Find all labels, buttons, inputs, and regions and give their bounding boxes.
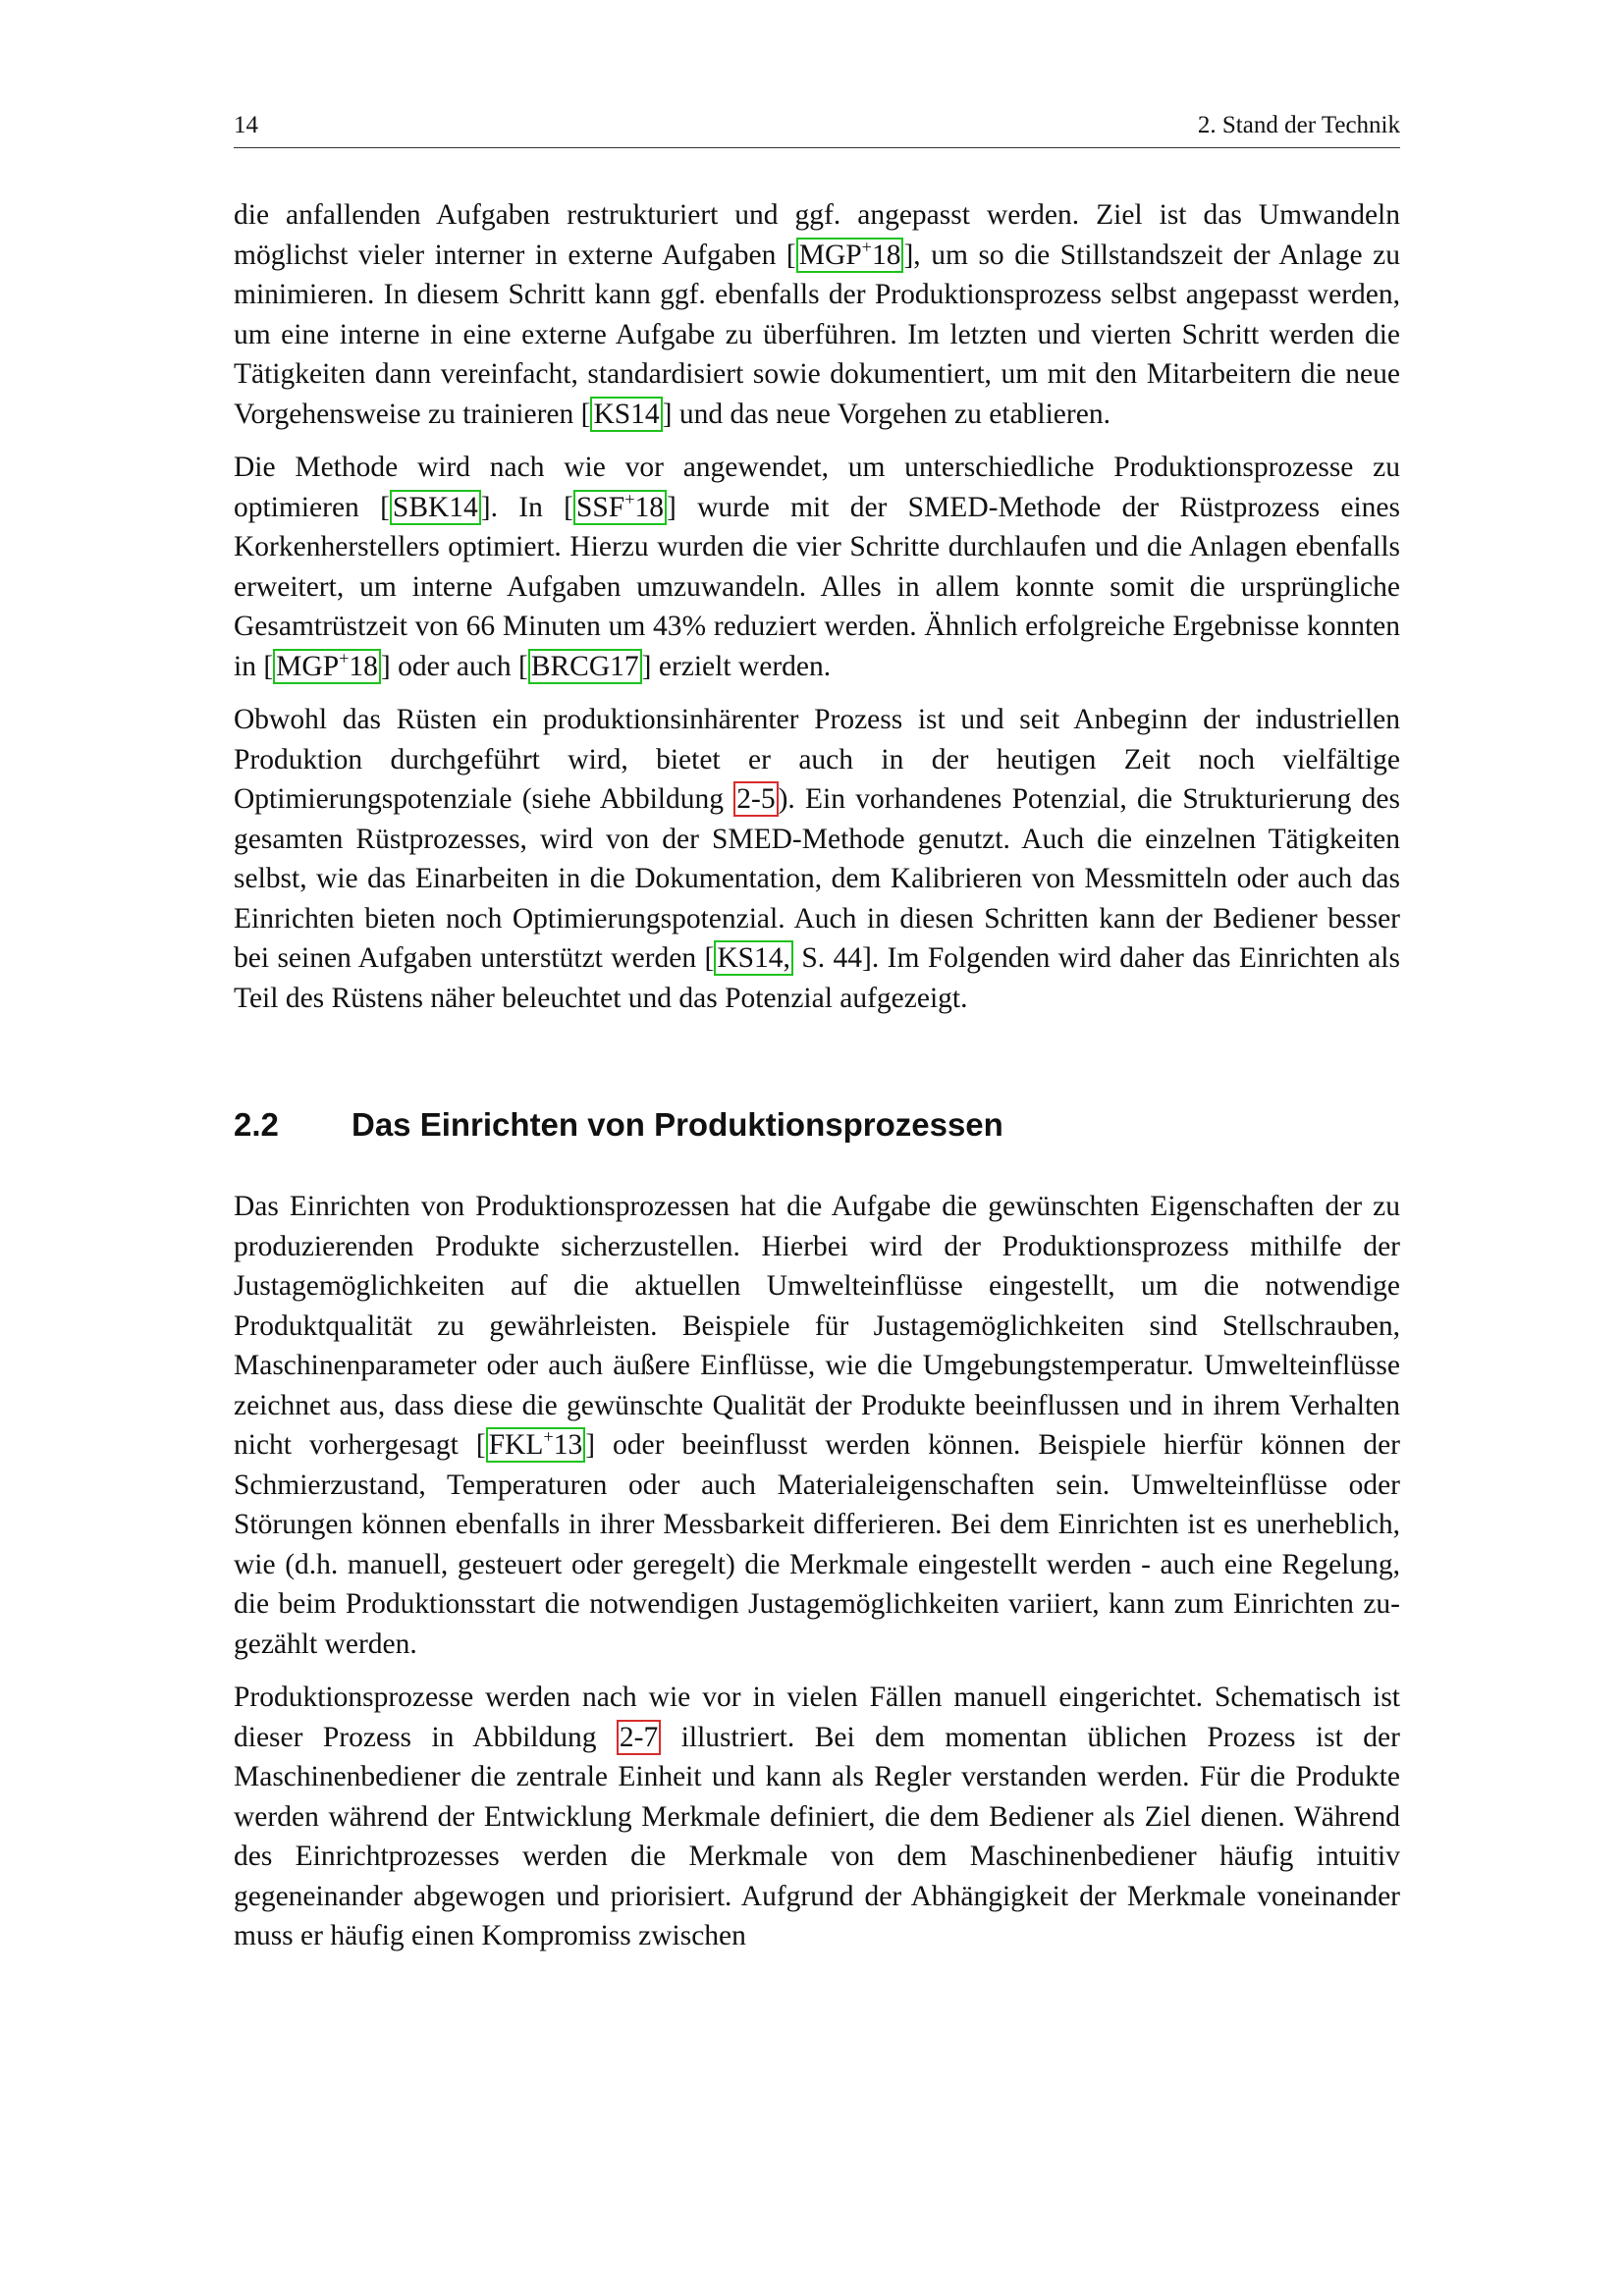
page-number: 14 xyxy=(234,112,258,138)
section-heading xyxy=(234,1106,1400,1144)
section-title: Das Einrichten von Produktionsprozessen xyxy=(352,1106,1003,1143)
citation-link[interactable]: MGP+18 xyxy=(796,238,904,273)
citation-link[interactable]: FKL+13 xyxy=(486,1427,586,1463)
body-text xyxy=(234,195,1400,1956)
paragraph: die anfallenden Aufgaben restrukturiert und ggf. angepasst werden. Ziel ist das Umwandeln möglichst vieler interner in externe Aufgaben [ MGP+18 ], um so die Stillstandszeit der Anlage zu minimieren. In diesem Schritt kann ggf. ebenfalls der Produktionsprozess selbst angepasst werden, um eine interne in eine externe Aufgabe zu überführen. Im letzten und vierten Schritt werden die Tätigkeiten dann vereinfacht, standardisiert sowie dokumentiert, um mit den Mitarbeitern die neue Vorgehensweise zu trainieren [ KS14 ] und das neue Vorgehen zu etablieren. xyxy=(234,199,1400,430)
paragraph: Produktionsprozesse werden nach wie vor in vielen Fällen manuell eingerichtet. Schematisch ist dieser Prozess in Abbildung 2-7 illustriert. Bei dem momentan üblichen Prozess ist der Maschinenbediener die zentrale Einheit und kann als Regler verstanden werden. Für die Produkte werden während der Entwicklung Merkmale definiert, die dem Bediener als Ziel dienen. Während des Einrichtprozesses werden die Merkmale von dem Maschinenbediener häufig intuitiv gegeneinander abgewogen und priorisiert. Aufgrund der Abhängigkeit der Merkmale voneinander muss er häufig einen Kompromiss zwischen xyxy=(234,1682,1400,1951)
section-number: 2.2 xyxy=(234,1106,279,1143)
figure-reference-link[interactable]: 2-5 xyxy=(733,781,778,817)
paragraph: Obwohl das Rüsten ein produktionsinhärenter Prozess ist und seit Anbeginn der industriellen Produktion durchgeführt wird, bietet er auch in der heutigen Zeit noch vielfältige Optimierungspotenziale (siehe Abbildung 2-5 ). Ein vorhandenes Potenzial, die Strukturierung des gesamten Rüstprozesses, wird von der SMED-Methode genutzt. Auch die einzelnen Tätigkeiten selbst, wie das Einarbeiten in die Dokumentation, dem Kalibrieren von Messmitteln oder auch das Einrichten bieten noch Optimierungspotenzial. Auch in diesen Schritten kann der Bediener besser bei seinen Aufgaben unterstützt werden [ KS14, S. 44]. Im Folgenden wird daher das Einrichten als Teil des Rüstens näher beleuchtet und das Potenzial aufgezeigt. xyxy=(234,704,1400,1014)
paragraph: Die Methode wird nach wie vor angewendet, um unterschiedliche Produktionsprozesse zu optimieren [ SBK14 ]. In [ SSF+18 ] wurde mit der SMED-Methode der Rüstprozess eines Korkenherstellers optimiert. Hierzu wurden die vier Schritte durchlaufen und die Anlagen ebenfalls erweitert, um interne Aufgaben umzuwandeln. Alles in allem konnte somit die ursprüngliche Gesamtrüstzeit von 66 Minuten um 43% reduziert werden. Ähnlich erfolgreiche Ergebnisse konnten in [ MGP+18 ] oder auch [ BRCG17 ] erzielt werden. xyxy=(234,452,1400,682)
citation-link[interactable]: BRCG17 xyxy=(528,649,642,684)
document-page xyxy=(234,110,1400,1970)
citation-link[interactable]: KS14, xyxy=(714,940,793,976)
paragraph: Das Einrichten von Produktionsprozessen hat die Aufgabe die gewünschten Eigenschaften der zu produzierenden Produkte sicherzustellen. Hierbei wird der Produktionsprozess mithilfe der Justagemöglichkeiten auf die aktuellen Umwelteinflüsse eingestellt, um die notwendige Produktqualität zu gewährleisten. Beispiele für Justagemöglichkeiten sind Stellschrauben, Maschinenparameter oder auch äußere Einflüsse, wie die Umgebungstemperatur. Umwelteinflüsse zeichnet aus, dass diese die gewünschte Qualität der Produkte beeinflussen und in ihrem Verhalten nicht vorhergesagt [ FKL+13 ] oder beeinflusst werden können. Beispiele hierfür können der Schmierzustand, Temperaturen oder auch Materialeigenschaften sein. Umwelteinflüsse oder Störungen können ebenfalls in ihrer Messbarkeit differieren. Bei dem Einrichten ist es unerheblich, wie (d.h. manuell, gesteuert oder geregelt) die Merkmale eingestellt werden - auch eine Regelung, die beim Produktionsstart die notwendigen Justagemöglichkeiten variiert, kann zum Einrichten zugezählt werden. xyxy=(234,1191,1400,1660)
figure-reference-link[interactable]: 2-7 xyxy=(617,1720,661,1755)
section-paragraphs xyxy=(234,1187,1400,1956)
citation-link[interactable]: SSF+18 xyxy=(573,490,667,525)
chapter-title: 2. Stand der Technik xyxy=(1197,112,1400,138)
citation-link[interactable]: KS14 xyxy=(590,397,662,432)
citation-link[interactable]: MGP+18 xyxy=(273,649,381,684)
citation-link[interactable]: SBK14 xyxy=(390,490,481,525)
running-header xyxy=(234,110,1400,148)
intro-paragraphs xyxy=(234,195,1400,1018)
